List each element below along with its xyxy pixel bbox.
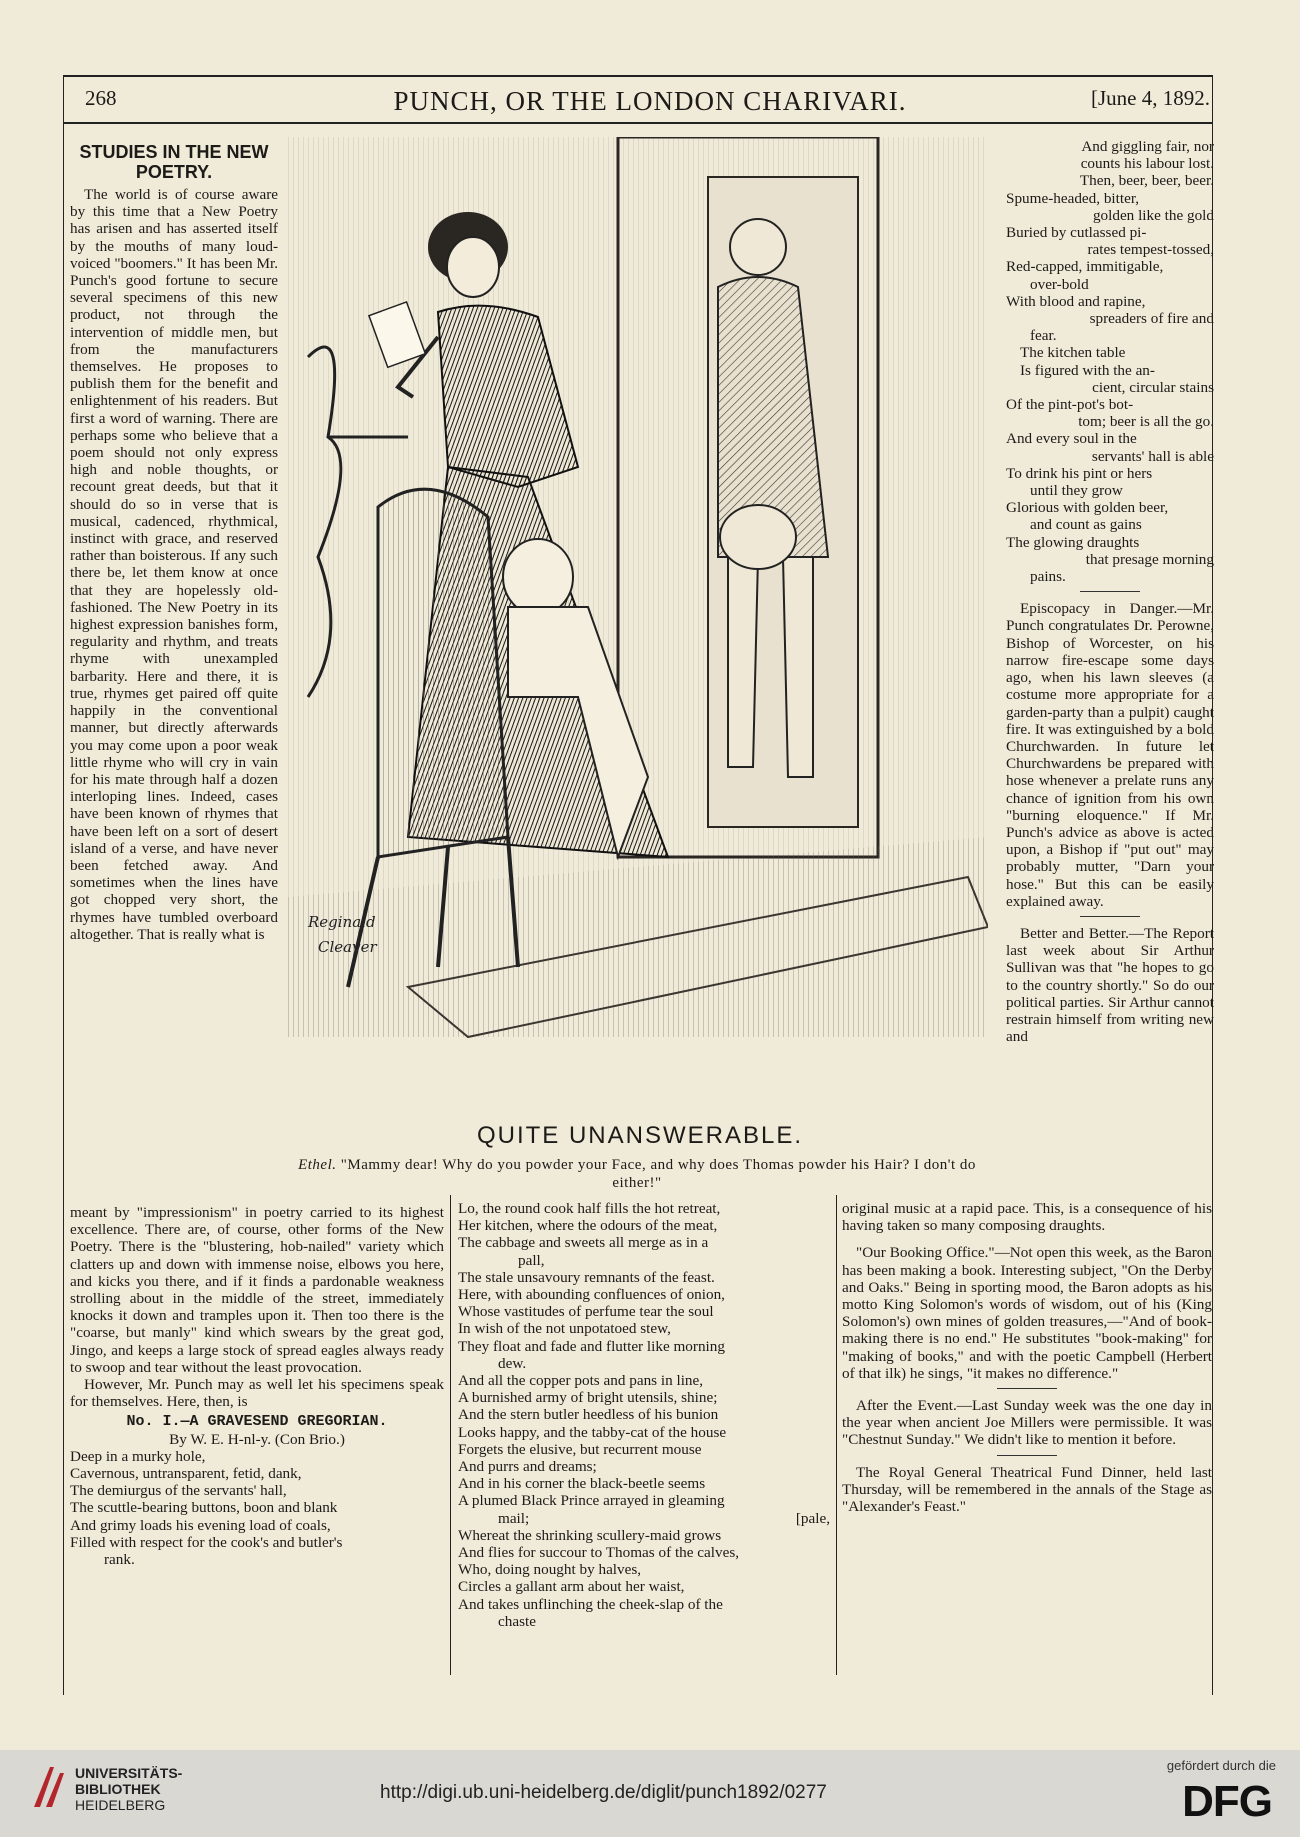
poem-line: Whose vastitudes of perfume tear the soul [458, 1303, 714, 1321]
poem-line: [pale, [795, 1509, 830, 1527]
funding-note: gefördert durch die [1166, 1758, 1276, 1773]
poem-line: And every soul in the [1006, 430, 1137, 448]
poem-line: pall, [518, 1251, 545, 1269]
left-column [70, 142, 278, 1204]
poem-line: And giggling fair, nor [1081, 138, 1214, 155]
theatrical-fund-paragraph: The Royal General Theatrical Fund Dinner, held last Thursday, will be remembered in the annals of the Stage as "Alexander's Feast." [842, 1463, 1212, 1516]
article-heading: STUDIES IN THE NEW POETRY. [79, 142, 269, 182]
bottom-right-column [842, 1200, 1212, 1675]
poem-line: servants' hall is able [1091, 447, 1214, 465]
cartoon-title: QUITE UNANSWERABLE. [476, 1122, 804, 1149]
poem-continuation [1006, 138, 1214, 585]
page-number: 268 [85, 86, 117, 110]
poem-line: Deep in a murky hole, [70, 1447, 206, 1465]
bottom-left-column [70, 1204, 444, 1674]
poem-line: They float and fade and flutter like morning [458, 1337, 725, 1355]
poem-line: fear. [1030, 327, 1057, 345]
artist-signature: Cleaver [318, 938, 377, 956]
poem-lines [70, 1448, 444, 1568]
poem-line: Cavernous, untransparent, fetid, dank, [70, 1465, 302, 1483]
poem-line: With blood and rapine, [1006, 292, 1146, 310]
permalink-url[interactable]: http://digi.ub.uni-heidelberg.de/diglit/punch1892/0277 [380, 1782, 827, 1803]
divider [1080, 916, 1140, 917]
university-library-logo-icon [30, 1763, 70, 1811]
poem-title: No. I.—A GRAVESEND GREGORIAN. [126, 1413, 388, 1431]
issue-date: [June 4, 1892. [1091, 86, 1210, 110]
poem-line: And in his corner the black-beetle seems [458, 1475, 706, 1493]
poem-line: And purrs and dreams; [458, 1458, 597, 1476]
poem-line: And all the copper pots and pans in line, [458, 1372, 704, 1390]
poem-line: Then, beer, beer, beer. [1079, 172, 1214, 190]
poem-line: Filled with respect for the cook's and butler's [70, 1533, 343, 1551]
poem-line: dew. [498, 1354, 527, 1372]
poem-line: And the stern butler heedless of his bunion [458, 1406, 719, 1424]
poem-line: The scuttle-bearing buttons, boon and blank [70, 1499, 338, 1517]
booking-office-paragraph: "Our Booking Office."—Not open this week, as the Baron has been making a book. Interesting subject, "On the Derby and Oaks." Being in sporting mood, the Baron adopts as his motto King Solomon's words of wisdom, out of his (King Solomon's) own mines of golden treasures,—"And of book-making there is no end." He substitutes "book-making" for "making of books," and with the poetic Campbell (Herbert of that ilk) he sings, "it makes no difference." [842, 1244, 1212, 1382]
bottom-column-divider-1 [450, 1195, 451, 1675]
divider [997, 1455, 1057, 1456]
after-the-event-paragraph: After the Event.—Last Sunday week was the one day in the year when ancient Joe Millers were permissible. It was "Chestnut Sunday." We didn't like to mention it before. [842, 1397, 1212, 1449]
poem-line: cient, circular stains [1092, 378, 1214, 396]
cartoon-caption [287, 1156, 987, 1192]
poem-line: Lo, the round cook half fills the hot retreat, [458, 1200, 721, 1217]
poem-line: Glorious with golden beer, [1006, 499, 1169, 517]
poem-line: until they grow [1030, 482, 1123, 500]
poem-line: tom; beer is all the go. [1078, 413, 1214, 431]
poem-line: Her kitchen, where the odours of the meat, [458, 1217, 718, 1235]
library-name-line: UNIVERSITÄTS- [75, 1765, 183, 1781]
poem-line: Of the pint-pot's bot- [1006, 396, 1134, 414]
episcopacy-paragraph: Episcopacy in Danger.—Mr. Punch congratulates Dr. Perowne, Bishop of Worcester, on his narrow fire-escape some days ago, when his lawn sleeves (a costume more appropriate for a garden-party than a pulpit) caught fire. It was extinguished by a bold Churchwarden. In future let Churchwardens be prepared with hose whenever a prelate runs any chance of ignition from his own "burning eloquence." If Mr. Punch's advice as above is acted upon, a Bishop if "put out" may probably mutter, "Darn your hose." But this can be easily explained away. [1006, 600, 1214, 910]
poem-line: spreaders of fire and [1089, 310, 1214, 328]
masthead-title: PUNCH, OR THE LONDON CHARIVARI. [393, 86, 907, 116]
header-top-rule [63, 75, 1213, 77]
dfg-logo: DFG [1182, 1777, 1272, 1826]
poem-line: Looks happy, and the tabby-cat of the house [458, 1423, 727, 1441]
poem-line: Spume-headed, bitter, [1006, 189, 1140, 207]
poem-line: To drink his pint or hers [1006, 464, 1153, 482]
poem-line: Buried by cutlassed pi- [1006, 224, 1147, 242]
poem-line: The kitchen table [1020, 344, 1126, 362]
article-intro: The world is of course aware by this time that a New Poetry has arisen and has asserted itself by the mouths of many loud-voiced "boomers." It has been Mr. Punch's good fortune to secure several specimens of this new product, not through the intervention of middle men, but from the manufacturers themselves. He proposes to publish them for the benefit and enlightenment of his readers. But first a word of warning. There are perhaps some who believe that a poem should not only express high and noble thoughts, or recount great deeds, but that it should do so in verse that is musical, cadenced, rhythmical, instinct with grace, and reserved rather than boisterous. If any such there be, let them know at once that they are hopelessly old-fashioned. The New Poetry in its highest expression banishes form, regularity and rhythm, and treats rhyme with unexampled barbarity. Here and there, it is true, rhymes get paired off quite happily in the conventional manner, but directly afterwards you may come upon a poor weak little rhyme who will cry in vain for his mate through half a dozen interloping lines. Indeed, cases have been known of rhymes that have been left on a sort of desert island of a verse, and have never been fetched away. And sometimes when the lines have got chopped very short, the rhymes have tumbled overboard altogether. That is really what is [70, 186, 278, 943]
caption-speaker: Ethel. [298, 1157, 337, 1173]
header-bottom-rule [63, 122, 1213, 124]
left-frame-rule [63, 75, 64, 1695]
poem-line: Is figured with the an- [1020, 361, 1155, 379]
better-and-better-paragraph: Better and Better.—The Report last week about Sir Arthur Sullivan was that "he hopes to go to the country shortly." So do our political parties. Sir Arthur cannot restrain himself from writing new and [1006, 924, 1214, 1046]
poem-line: Who, doing nought by halves, [458, 1561, 642, 1579]
poem-line: Red-capped, immitigable, [1006, 258, 1164, 276]
poem-line: And takes unflinching the cheek-slap of the [458, 1595, 723, 1613]
poem-line: golden like the gold [1092, 206, 1214, 224]
cartoon-illustration [288, 137, 988, 1067]
poem-line: Whereat the shrinking scullery-maid grows [458, 1526, 722, 1544]
bottom-column-divider-2 [836, 1195, 837, 1675]
poem-line: counts his labour lost. [1080, 155, 1214, 173]
poem-line: rank. [104, 1551, 135, 1569]
poem-byline: By W. E. H-nl-y. (Con Brio.) [169, 1430, 345, 1448]
split-line [458, 1510, 830, 1527]
poem-line: In wish of the not unpotatoed stew, [458, 1320, 671, 1338]
poem-line: The demiurgus of the servants' hall, [70, 1482, 287, 1500]
poem-line: over-bold [1030, 275, 1089, 293]
poem-line: A burnished army of bright utensils, shine; [458, 1389, 718, 1407]
poem-line: pains. [1030, 568, 1066, 586]
article-paragraph-1: meant by "impressionism" in poetry carried to its highest excellence. There are, of course, other forms of the New Poetry. There is the "blustering, hob-nailed" variety which clatters up and down with immense noise, elbows you here, and kicks you there, and if it finds a pardonable weakness strolling about in the middle of the street, immediately knocks it down and tramples upon it. Then too there is the "coarse, but manly" kind which swears by the great god, Jingo, and keeps a large stock of spread eagles always ready to swoop and tear without the least provocation. [70, 1204, 444, 1376]
poem-line: rates tempest-tossed, [1087, 241, 1214, 259]
poem-line: A plumed Black Prince arrayed in gleaming [458, 1492, 725, 1510]
poem-line: The stale unsavoury remnants of the feast. [458, 1268, 715, 1286]
poem-line: Here, with abounding confluences of onion, [458, 1286, 725, 1304]
divider [1080, 591, 1140, 592]
poem-line: Forgets the elusive, but recurrent mouse [458, 1440, 702, 1458]
music-paragraph: original music at a rapid pace. This, is a consequence of his having taken so many composing draughts. [842, 1200, 1212, 1235]
library-name-line: BIBLIOTHEK [75, 1781, 161, 1797]
right-column [1006, 138, 1214, 1200]
poem-line: chaste [498, 1612, 536, 1630]
article-paragraph-2: However, Mr. Punch may as well let his specimens speak for themselves. Here, then, is [70, 1376, 444, 1411]
divider [997, 1388, 1057, 1389]
library-name-line: HEIDELBERG [75, 1797, 166, 1813]
poem-line: And grimy loads his evening load of coals, [70, 1516, 331, 1534]
library-name [75, 1765, 182, 1813]
poem-line: mail; [498, 1509, 530, 1527]
poem-line: and count as gains [1030, 516, 1142, 534]
poem-line: Circles a gallant arm about her waist, [458, 1578, 685, 1596]
poem-line: The glowing draughts [1006, 533, 1140, 551]
bottom-middle-column [458, 1200, 830, 1675]
artist-signature: Reginald [308, 913, 376, 931]
poem-line: that presage morning [1085, 550, 1214, 568]
poem-line: And flies for succour to Thomas of the calves, [458, 1544, 740, 1562]
poem-line: The cabbage and sweets all merge as in a [458, 1234, 709, 1252]
caption-quote: "Mammy dear! Why do you powder your Face, and why does Thomas powder his Hair? I don't do either!" [340, 1157, 976, 1191]
